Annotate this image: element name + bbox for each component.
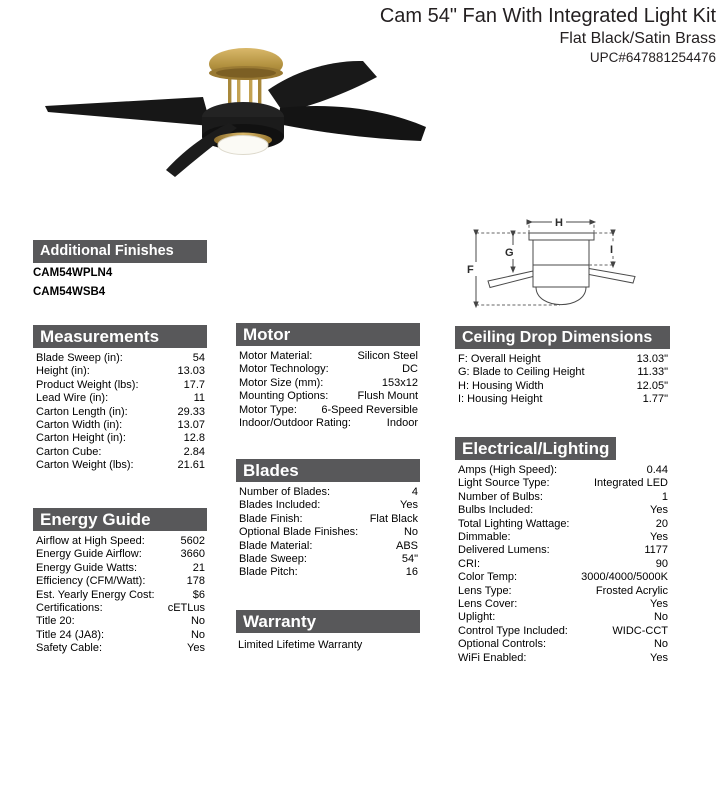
spec-label: Certifications: — [36, 602, 103, 615]
spec-value: 1 — [661, 490, 668, 503]
spec-row — [455, 652, 670, 665]
spec-row — [236, 540, 420, 553]
spec-row — [236, 486, 420, 499]
spec-value: No — [403, 526, 418, 539]
spec-label: Blade Sweep (in): — [36, 352, 123, 364]
spec-label: Motor Size (mm): — [239, 376, 324, 389]
spec-value: Flat Black — [369, 512, 418, 525]
section-ceiling-drop-dimensions — [455, 326, 670, 407]
spec-value: 6-Speed Reversible — [321, 403, 418, 416]
spec-label: Safety Cable: — [36, 642, 103, 655]
spec-row — [236, 417, 420, 430]
spec-row — [236, 526, 420, 539]
spec-row — [455, 571, 670, 584]
product-finish-subtitle: Flat Black/Satin Brass — [559, 30, 716, 47]
spec-value: 20 — [655, 517, 668, 530]
spec-label: Indoor/Outdoor Rating: — [239, 417, 351, 430]
energy-guide-rows — [33, 535, 207, 656]
spec-value: Yes — [650, 531, 668, 544]
spec-row — [455, 531, 670, 544]
spec-label: Est. Yearly Energy Cost: — [36, 588, 155, 601]
spec-row — [236, 363, 420, 376]
section-motor — [236, 323, 420, 430]
diagram-blade-left — [488, 271, 533, 288]
spec-value: 29.33 — [177, 405, 205, 418]
warranty-text: Limited Lifetime Warranty — [238, 639, 363, 651]
spec-value: DC — [402, 363, 418, 376]
spec-value: WIDC-CCT — [612, 624, 668, 637]
spec-value: 21.61 — [177, 459, 205, 472]
spec-row — [33, 459, 207, 472]
spec-value: 21 — [192, 561, 205, 574]
spec-value: Integrated LED — [594, 477, 668, 490]
section-header-energy-guide: Energy Guide — [33, 508, 207, 531]
spec-value: Yes — [650, 598, 668, 611]
spec-value: Indoor — [386, 417, 418, 430]
spec-value: 11 — [193, 392, 205, 405]
spec-label: Carton Cube: — [36, 445, 102, 458]
spec-label: Color Temp: — [458, 571, 518, 584]
spec-row — [236, 404, 420, 417]
spec-row — [455, 491, 670, 504]
spec-value: Yes — [650, 504, 668, 517]
spec-row — [455, 380, 670, 393]
spec-value: 11.33" — [637, 366, 668, 379]
section-header-blades: Blades — [236, 459, 420, 482]
spec-label: Total Lighting Wattage: — [458, 517, 570, 530]
spec-label: Title 20: — [36, 615, 75, 628]
spec-row — [33, 365, 207, 378]
spec-row — [33, 446, 207, 459]
blades-rows — [236, 486, 420, 580]
spec-value: cETLus — [167, 602, 205, 615]
section-header-electrical-lighting: Electrical/Lighting — [455, 437, 616, 460]
spec-label: Number of Blades: — [239, 486, 331, 498]
fan-blade-left — [45, 97, 211, 126]
spec-value: ABS — [395, 539, 418, 552]
product-photo-fan-image — [25, 28, 437, 228]
spec-row — [455, 393, 670, 406]
spec-row — [455, 598, 670, 611]
spec-row — [33, 419, 207, 432]
spec-value: 3660 — [180, 548, 205, 561]
spec-label: Product Weight (lbs): — [36, 378, 139, 391]
spec-label: Light Source Type: — [458, 477, 550, 490]
section-warranty — [236, 610, 420, 652]
spec-value: $6 — [192, 588, 205, 601]
spec-row — [33, 629, 207, 642]
spec-value: 13.03" — [636, 353, 668, 365]
spec-label: Lens Type: — [458, 584, 512, 597]
spec-label: Carton Width (in): — [36, 419, 123, 432]
spec-label: G: Blade to Ceiling Height — [458, 366, 585, 379]
spec-value: 12.8 — [183, 432, 205, 445]
spec-label: Motor Technology: — [239, 363, 329, 376]
spec-value: 178 — [186, 575, 205, 588]
spec-value: Frosted Acrylic — [595, 584, 668, 597]
spec-label: Motor Material: — [239, 350, 313, 362]
diagram-blade-right — [589, 269, 635, 284]
finish-code: CAM54WSB4 — [33, 285, 106, 298]
spec-value: 17.7 — [183, 378, 205, 391]
section-header-measurements: Measurements — [33, 325, 207, 348]
spec-label: Efficiency (CFM/Watt): — [36, 575, 146, 588]
spec-value: Yes — [400, 499, 418, 512]
spec-value: No — [190, 615, 205, 628]
spec-value: 1177 — [644, 544, 668, 557]
spec-row — [33, 548, 207, 561]
section-measurements — [33, 325, 207, 473]
finishes-list — [33, 266, 207, 300]
spec-label: Carton Length (in): — [36, 405, 128, 418]
spec-row — [33, 642, 207, 655]
spec-label: CRI: — [458, 557, 480, 570]
spec-label: Amps (High Speed): — [458, 464, 558, 476]
spec-value: Silicon Steel — [357, 350, 418, 362]
fan-blade-back-right — [268, 61, 377, 112]
spec-row — [455, 518, 670, 531]
spec-label: Mounting Options: — [239, 390, 329, 403]
section-header-ceiling-drop-dimensions: Ceiling Drop Dimensions — [455, 326, 670, 349]
diagram-flange — [529, 233, 594, 240]
spec-label: Title 24 (JA8): — [36, 628, 105, 641]
spec-value: 13.03 — [177, 365, 205, 378]
spec-label: Optional Blade Finishes: — [239, 526, 359, 539]
ceiling-drop-diagram — [452, 214, 708, 314]
spec-label: Number of Bulbs: — [458, 490, 543, 503]
spec-row — [455, 477, 670, 490]
spec-label: Dimmable: — [458, 531, 511, 544]
spec-value: 13.07 — [177, 419, 205, 432]
spec-row — [455, 353, 670, 366]
measurements-rows — [33, 352, 207, 473]
product-title: Cam 54" Fan With Integrated Light Kit — [379, 5, 716, 27]
diagram-label-h: H — [555, 217, 563, 229]
spec-row — [33, 379, 207, 392]
spec-label: H: Housing Width — [458, 379, 544, 392]
spec-row — [33, 535, 207, 548]
spec-row — [33, 432, 207, 445]
spec-label: WiFi Enabled: — [458, 651, 527, 664]
spec-label: Delivered Lumens: — [458, 544, 550, 557]
spec-value: Yes — [187, 642, 205, 655]
spec-label: Airflow at High Speed: — [36, 535, 145, 547]
spec-value: 54" — [401, 553, 418, 566]
spec-row — [33, 615, 207, 628]
spec-label: Bulbs Included: — [458, 504, 534, 517]
spec-row — [236, 350, 420, 363]
motor-rows — [236, 350, 420, 430]
spec-value: 1.77" — [642, 393, 668, 406]
section-energy-guide — [33, 508, 207, 656]
spec-label: Height (in): — [36, 365, 90, 378]
spec-row — [455, 611, 670, 624]
spec-label: Motor Type: — [239, 403, 297, 416]
spec-label: Blade Sweep: — [239, 553, 307, 566]
fan-canopy — [209, 48, 283, 80]
section-blades — [236, 459, 420, 580]
spec-row — [236, 566, 420, 579]
spec-value: 90 — [655, 557, 668, 570]
spec-label: Carton Height (in): — [36, 432, 126, 445]
spec-row — [33, 352, 207, 365]
product-upc: UPC#647881254476 — [589, 50, 716, 65]
diagram-label-g: G — [505, 247, 514, 259]
spec-row — [33, 562, 207, 575]
spec-value: 2.84 — [183, 445, 205, 458]
spec-row — [33, 602, 207, 615]
spec-row — [455, 585, 670, 598]
spec-label: I: Housing Height — [458, 393, 543, 406]
spec-row — [455, 504, 670, 517]
spec-label: Carton Weight (lbs): — [36, 459, 134, 472]
diagram-light-dome — [536, 287, 586, 305]
electrical-rows — [455, 464, 670, 665]
spec-value: 4 — [411, 486, 418, 498]
spec-value: 0.44 — [646, 464, 668, 476]
spec-label: Energy Guide Watts: — [36, 561, 138, 574]
spec-label: Control Type Included: — [458, 624, 568, 637]
spec-row — [33, 589, 207, 602]
spec-label: Lead Wire (in): — [36, 392, 109, 405]
spec-row — [236, 390, 420, 403]
spec-row — [33, 575, 207, 588]
spec-value: Flush Mount — [357, 390, 418, 403]
spec-value: 54 — [192, 352, 205, 364]
diagram-label-f: F — [467, 264, 474, 276]
diagram-housing-body — [533, 240, 589, 287]
spec-label: Blade Material: — [239, 539, 313, 552]
finish-code: CAM54WPLN4 — [33, 267, 113, 279]
spec-row — [455, 544, 670, 557]
spec-value: 3000/4000/5000K — [581, 571, 668, 584]
spec-label: Optional Controls: — [458, 638, 547, 651]
section-additional-finishes — [33, 240, 207, 300]
diagram-label-i: I — [610, 244, 614, 256]
spec-row — [455, 625, 670, 638]
spec-label: Blade Pitch: — [239, 566, 298, 579]
spec-value: 12.05" — [636, 379, 668, 392]
spec-label: Blades Included: — [239, 499, 321, 512]
spec-value: 16 — [405, 566, 418, 579]
spec-label: Energy Guide Airflow: — [36, 548, 142, 561]
spec-row — [236, 499, 420, 512]
spec-value: No — [190, 628, 205, 641]
section-header-warranty: Warranty — [236, 610, 420, 633]
spec-label: F: Overall Height — [458, 353, 541, 365]
fan-light-lens — [218, 136, 268, 155]
spec-row — [455, 464, 670, 477]
spec-row — [236, 553, 420, 566]
spec-value: No — [653, 611, 668, 624]
ceiling-drop-rows — [455, 353, 670, 407]
spec-row — [236, 513, 420, 526]
spec-value: No — [653, 638, 668, 651]
section-header-motor: Motor — [236, 323, 420, 346]
spec-row — [33, 392, 207, 405]
section-header-additional-finishes: Additional Finishes — [33, 240, 207, 263]
spec-label: Lens Cover: — [458, 598, 518, 611]
spec-row — [455, 558, 670, 571]
spec-row — [236, 377, 420, 390]
spec-row — [33, 406, 207, 419]
spec-label: Blade Finish: — [239, 512, 303, 525]
spec-value: Yes — [650, 651, 668, 664]
fan-blade-right — [278, 106, 426, 141]
spec-value: 153x12 — [381, 376, 418, 389]
spec-row — [455, 366, 670, 379]
section-electrical-lighting — [455, 437, 670, 665]
spec-row — [455, 638, 670, 651]
spec-value: 5602 — [180, 535, 205, 547]
spec-label: Uplight: — [458, 611, 496, 624]
